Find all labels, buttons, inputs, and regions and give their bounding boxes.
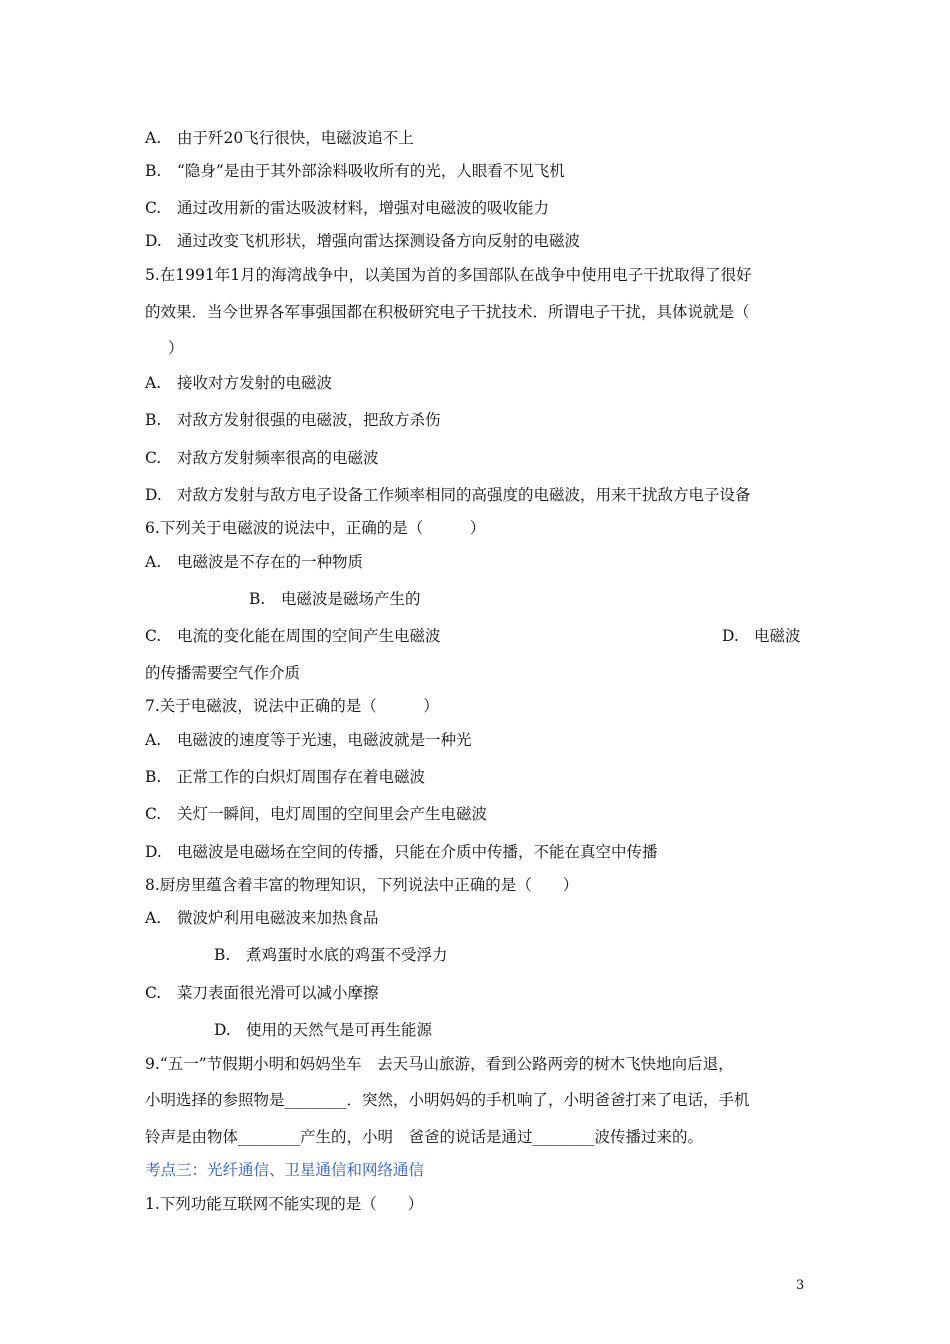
option-label: A. [145,909,162,927]
option-label: A. [145,731,162,749]
option-label: A. [145,374,162,392]
option-label: D. [145,486,162,504]
option-text: 微波炉利用电磁波来加热食品 [177,909,379,927]
option-d-q8 [214,1020,432,1040]
option-text: 电流的变化能在周围的空间产生电磁波 [177,627,441,645]
option-d-q4 [145,231,580,251]
option-text: 电磁波是不存在的一种物质 [177,553,364,571]
option-c-q4 [145,198,549,218]
option-text: 通过改用新的雷达吸波材料，增强对电磁波的吸收能力 [177,199,550,217]
option-label: D. [722,627,739,645]
page-number: 3 [796,1278,805,1293]
option-text: “隐身”是由于其外部涂料吸收所有的光，人眼看不见飞机 [177,162,565,180]
option-label: C. [145,449,162,467]
option-a-q8 [145,908,379,928]
option-b-q7 [145,767,425,787]
question-5-line-1: 5.在1991年1月的海湾战争中，以美国为首的多国部队在战争中使用电子干扰取得了很好 [145,266,752,284]
question-9-line-3: 铃声是由物体________产生的，小明 爸爸的说话是通过________波传播过来的。 [145,1128,704,1146]
option-text: 电磁波 [754,627,801,645]
option-text: 由于歼20飞行很快，电磁波追不上 [177,129,414,147]
option-text: 电磁波是磁场产生的 [281,590,421,608]
option-text: 菜刀表面很光滑可以减小摩擦 [177,984,379,1002]
option-d-q5 [145,485,751,505]
option-c-q5 [145,448,379,468]
option-label: D. [145,232,162,250]
option-label: C. [145,805,162,823]
option-c-q6 [145,626,441,646]
option-d-q6-continued: 的传播需要空气作介质 [145,664,301,682]
question-9-line-2: 小明选择的参照物是________．突然，小明妈妈的手机响了，小明爸爸打来了电话，手机 [145,1091,750,1109]
option-label: C. [145,627,162,645]
option-b-q8 [214,945,448,965]
option-text: 关灯一瞬间，电灯周围的空间里会产生电磁波 [177,805,488,823]
option-label: C. [145,984,162,1002]
option-text: 正常工作的白炽灯周围存在着电磁波 [177,768,426,786]
option-a-q6 [145,552,363,572]
section-heading: 考点三：光纤通信、卫星通信和网络通信 [145,1161,425,1179]
question-8: 8.厨房里蕴含着丰富的物理知识，下列说法中正确的是（ ） [145,876,579,894]
question-9-line-1: 9.“五一”节假期小明和妈妈坐车 去天马山旅游，看到公路两旁的树木飞快地向后退， [145,1055,734,1073]
option-label: D. [145,843,162,861]
question-5-line-2: 的效果．当今世界各军事强国都在积极研究电子干扰技术．所谓电子干扰，具体说就是（ [145,303,750,321]
option-a-q5 [145,373,332,393]
option-a-q4 [145,128,414,148]
option-label: A. [145,553,162,571]
option-text: 对敌方发射与敌方电子设备工作频率相同的高强度的电磁波，用来干扰敌方电子设备 [177,486,751,504]
option-c-q8 [145,983,379,1003]
option-label: B. [145,162,162,180]
question-6: 6.下列关于电磁波的说法中，正确的是（ ） [145,519,486,537]
option-text: 对敌方发射频率很高的电磁波 [177,449,379,467]
option-b-q5 [145,410,441,430]
option-d-q6 [722,626,801,646]
option-label: B. [145,411,162,429]
option-text: 对敌方发射很强的电磁波，把敌方杀伤 [177,411,441,429]
option-text: 煮鸡蛋时水底的鸡蛋不受浮力 [246,946,448,964]
option-b-q4 [145,161,565,181]
option-label: A. [145,129,162,147]
option-label: B. [214,946,231,964]
question-1-section-3: 1.下列功能互联网不能实现的是（ ） [145,1195,424,1213]
question-7: 7.关于电磁波，说法中正确的是（ ） [145,697,439,715]
option-label: D. [214,1021,231,1039]
option-text: 接收对方发射的电磁波 [177,374,333,392]
option-text: 电磁波是电磁场在空间的传播，只能在介质中传播，不能在真空中传播 [177,843,658,861]
option-label: C. [145,199,162,217]
option-text: 电磁波的速度等于光速，电磁波就是一种光 [177,731,472,749]
question-5-line-3: ） [168,339,184,357]
option-label: B. [249,590,266,608]
option-b-q6 [249,589,421,609]
option-c-q7 [145,804,487,824]
option-a-q7 [145,730,472,750]
option-text: 通过改变飞机形状，增强向雷达探测设备方向反射的电磁波 [177,232,581,250]
option-d-q7 [145,842,658,862]
option-text: 使用的天然气是可再生能源 [246,1021,433,1039]
option-label: B. [145,768,162,786]
